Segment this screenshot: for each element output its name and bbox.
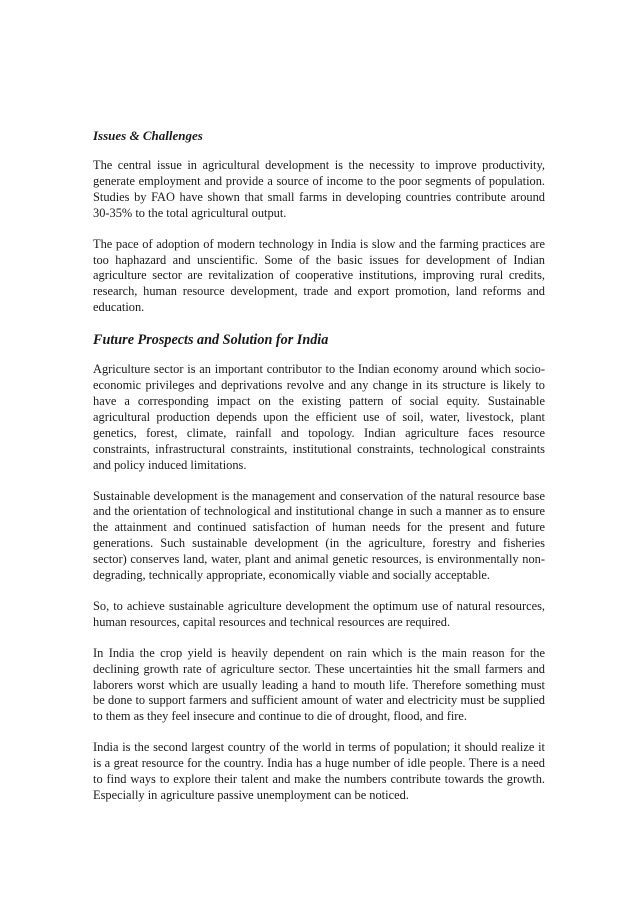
paragraph: Agriculture sector is an important contributor to the Indian economy around which socio-economic privileges and deprivations revolve and any change in its structure is likely to have a corresponding impact on the existing pattern of social equity. Sustainable agricultural production depends upon the efficient use of soil, water, livestock, plant genetics, forest, climate, rainfall and topology. Indian agriculture faces resource constraints, infrastructural constraints, institutional constraints, technological constraints and policy induced limitations. — [93, 362, 545, 472]
paragraph: So, to achieve sustainable agriculture development the optimum use of natural resources, human resources, capital resources and technical resources are required. — [93, 598, 545, 629]
paragraph: The central issue in agricultural development is the necessity to improve productivity, generate employment and provide a source of income to the poor segments of population. Studies by FAO have shown that small farms in developing countries contribute around 30-35% to the total agricultural output. — [93, 158, 545, 220]
paragraph: The pace of adoption of modern technology in India is slow and the farming practices are too haphazard and unscientific. Some of the basic issues for development of Indian agriculture sector are revitalization of cooperative institutions, improving rural credits, research, human resource development, trade and export promotion, land reforms and education. — [93, 236, 545, 315]
paragraph: Sustainable development is the management and conservation of the natural resource base and the orientation of technological and institutional change in such a manner as to ensure the attainment and continued satisfaction of human needs for the present and future generations. Such sustainable development (in the agriculture, forestry and fisheries sector) conserves land, water, plant and animal genetic resources, is environmentally non-degrading, technically appropriate, economically viable and socially acceptable. — [93, 488, 545, 583]
paragraph: India is the second largest country of the world in terms of population; it should realize it is a great resource for the country. India has a huge number of idle people. There is a need to find ways to explore their talent and make the numbers contribute towards the growth. Especially in agriculture passive unemployment can be noticed. — [93, 740, 545, 802]
document-body — [93, 128, 545, 819]
heading-future-prospects: Future Prospects and Solution for India — [93, 332, 329, 349]
heading-issues-challenges: Issues & Challenges — [93, 128, 203, 143]
paragraph: In India the crop yield is heavily dependent on rain which is the main reason for the declining growth rate of agriculture sector. These uncertainties hit the small farmers and laborers worst which are usually leading a hand to mouth life. Therefore something must be done to support farmers and sufficient amount of water and electricity must be supplied to them as they feel insecure and continue to die of drought, flood, and fire. — [93, 645, 545, 724]
